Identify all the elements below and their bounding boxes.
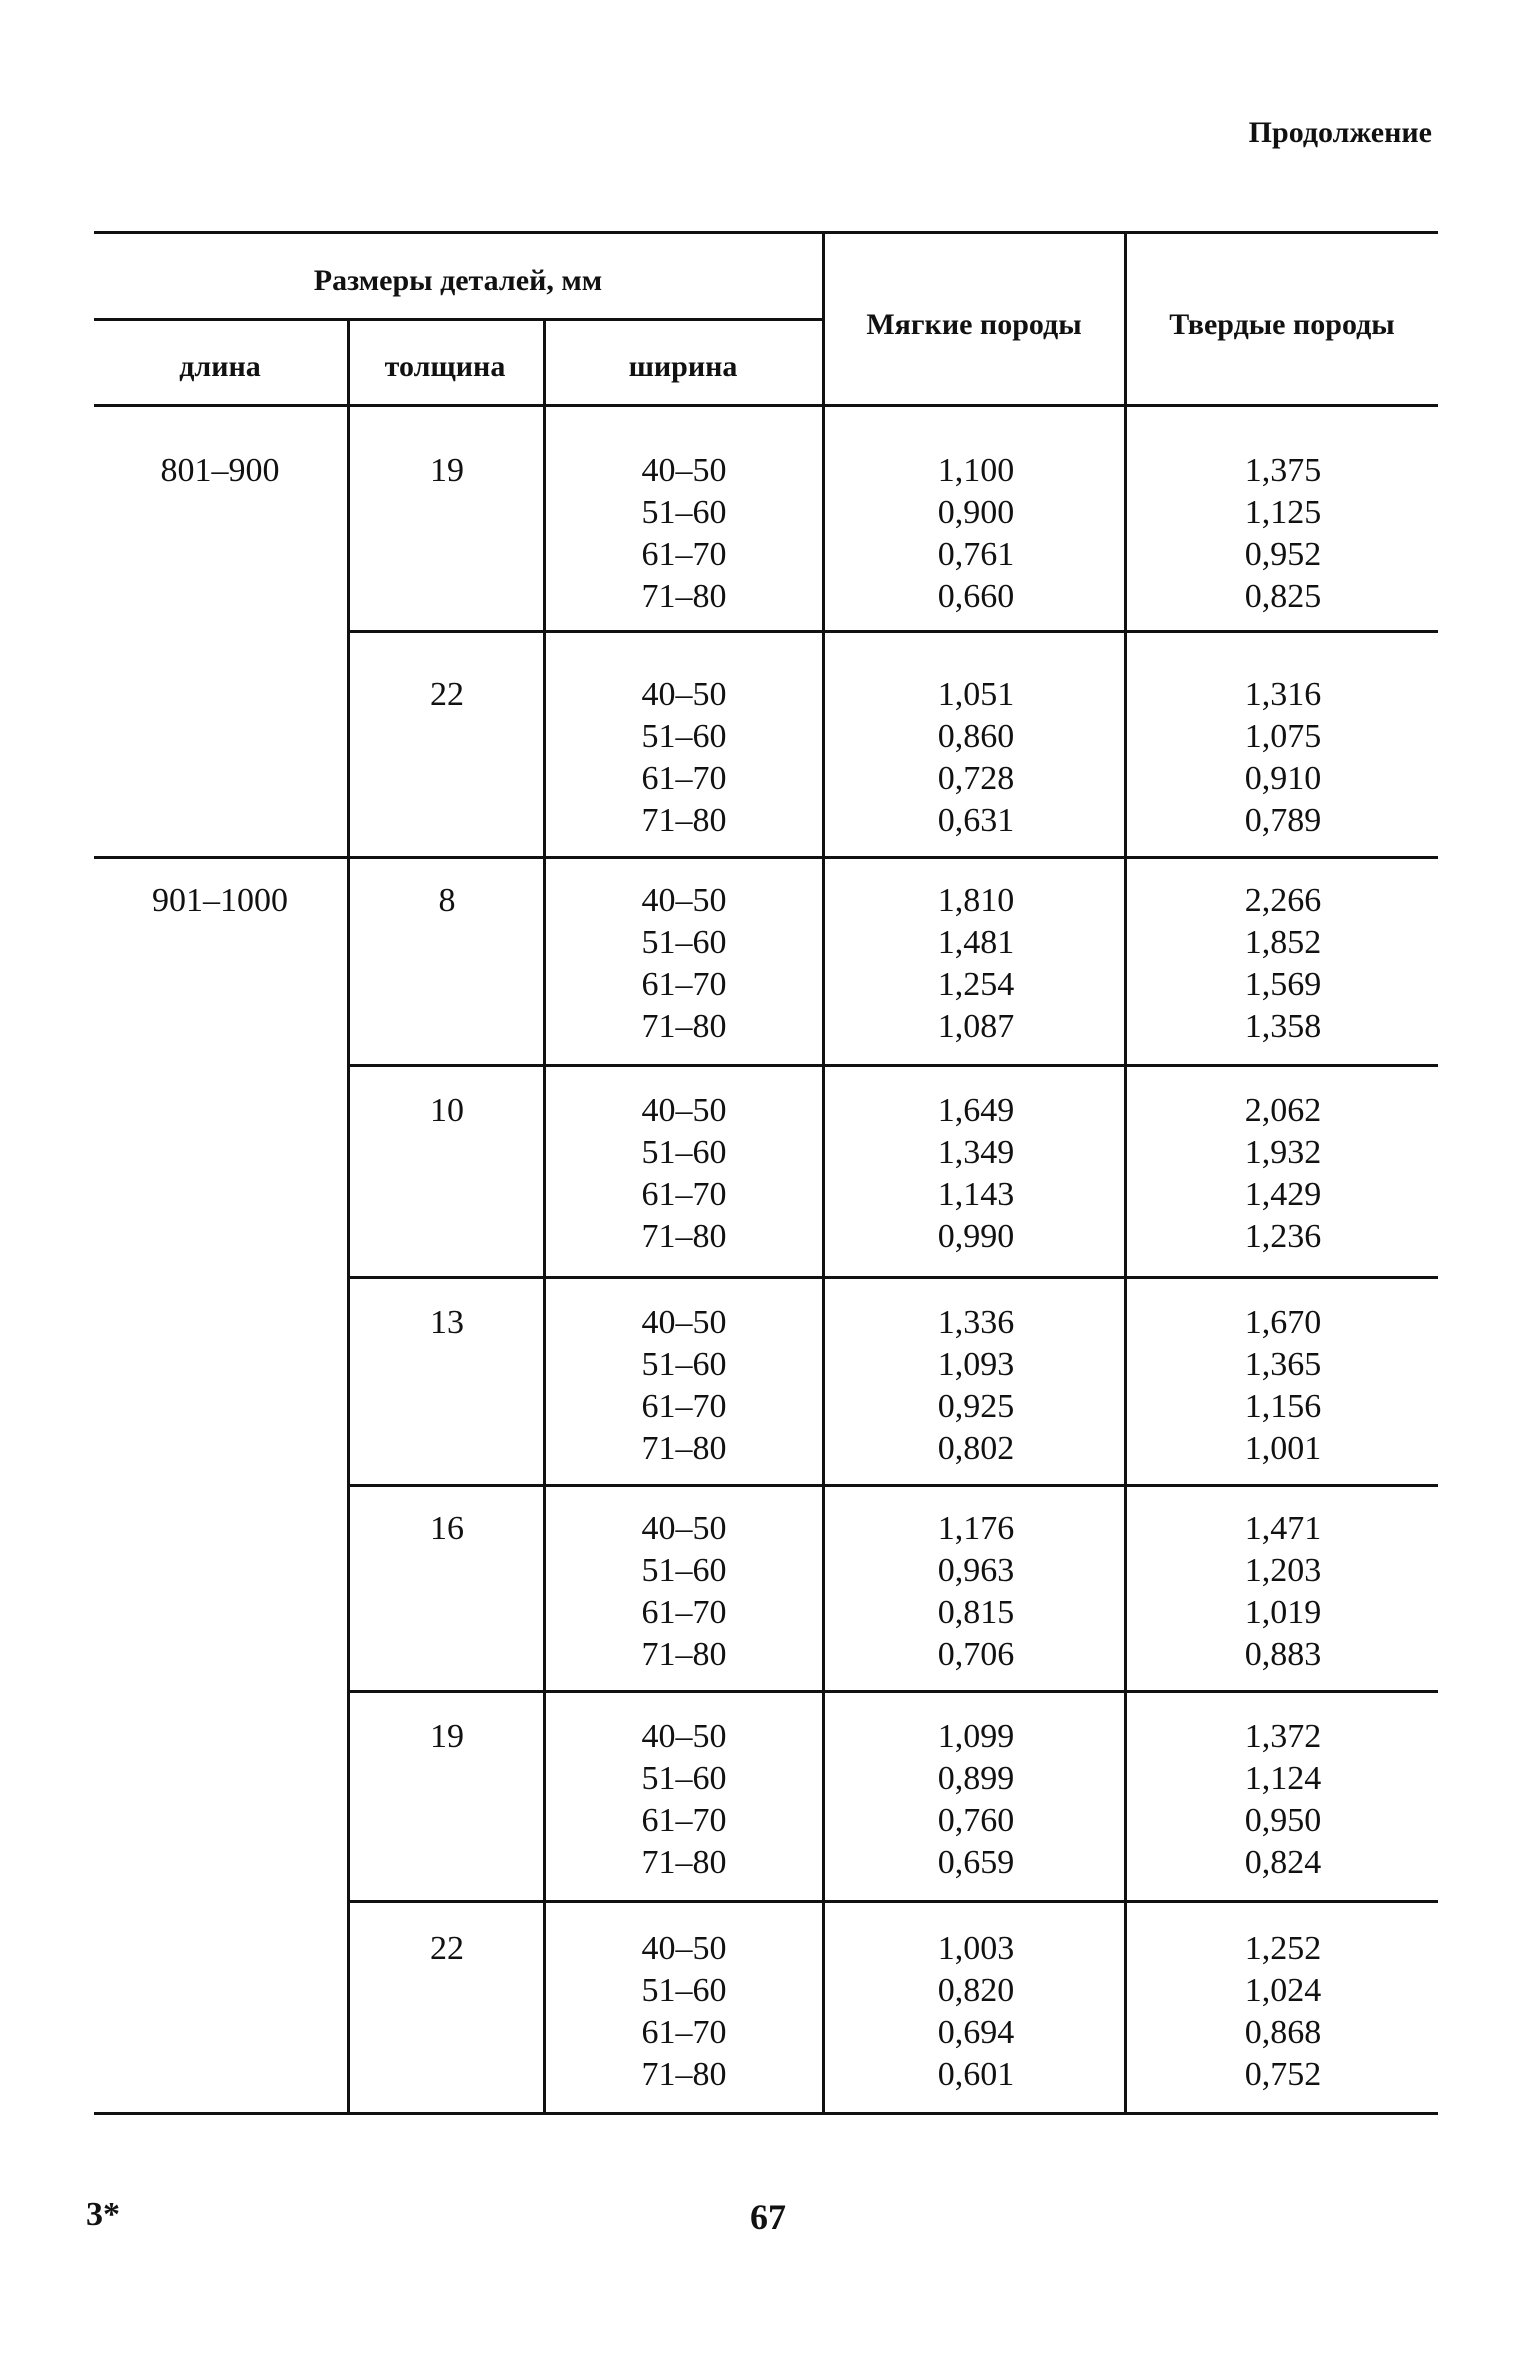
header-length: длина bbox=[179, 350, 261, 383]
soft-value-cell: 1,176 0,963 0,815 0,706 bbox=[937, 1510, 1015, 1673]
thickness-cell: 22 bbox=[430, 676, 464, 713]
hard-value-cell: 1,375 1,125 0,952 0,825 bbox=[1244, 452, 1322, 615]
width-range-cell: 40–50 51–60 61–70 71–80 bbox=[641, 1930, 727, 2093]
block-rule bbox=[347, 1690, 1438, 1693]
thickness-cell: 10 bbox=[430, 1092, 464, 1129]
hard-value-cell: 1,252 1,024 0,868 0,752 bbox=[1244, 1930, 1322, 2093]
thickness-cell: 19 bbox=[430, 1718, 464, 1755]
hard-value-cell: 2,062 1,932 1,429 1,236 bbox=[1244, 1092, 1322, 1255]
table-top-rule bbox=[94, 231, 1438, 234]
soft-value-cell: 1,649 1,349 1,143 0,990 bbox=[937, 1092, 1015, 1255]
soft-value-cell: 1,336 1,093 0,925 0,802 bbox=[937, 1304, 1015, 1467]
block-rule bbox=[347, 1276, 1438, 1279]
soft-value-cell: 1,051 0,860 0,728 0,631 bbox=[937, 676, 1015, 839]
header-mid-rule bbox=[94, 318, 822, 321]
header-soft: Мягкие породы bbox=[866, 308, 1082, 341]
soft-value-cell: 1,003 0,820 0,694 0,601 bbox=[937, 1930, 1015, 2093]
header-width: ширина bbox=[628, 350, 738, 383]
width-range-cell: 40–50 51–60 61–70 71–80 bbox=[641, 882, 727, 1045]
length-cell: 901–1000 bbox=[152, 882, 288, 919]
header-dimensions: Размеры деталей, мм bbox=[313, 264, 603, 297]
width-range-cell: 40–50 51–60 61–70 71–80 bbox=[641, 452, 727, 615]
block-rule bbox=[347, 1484, 1438, 1487]
thickness-cell: 13 bbox=[430, 1304, 464, 1341]
thickness-cell: 19 bbox=[430, 452, 464, 489]
hard-value-cell: 1,670 1,365 1,156 1,001 bbox=[1244, 1304, 1322, 1467]
block-rule bbox=[347, 1900, 1438, 1903]
hard-value-cell: 1,471 1,203 1,019 0,883 bbox=[1244, 1510, 1322, 1673]
width-range-cell: 40–50 51–60 61–70 71–80 bbox=[641, 1092, 727, 1255]
thickness-cell: 8 bbox=[438, 882, 456, 919]
table-bottom-rule bbox=[94, 2112, 1438, 2115]
soft-value-cell: 1,099 0,899 0,760 0,659 bbox=[937, 1718, 1015, 1881]
signature-mark: 3* bbox=[86, 2196, 120, 2233]
page-number: 67 bbox=[750, 2197, 786, 2237]
header-bottom-rule bbox=[94, 404, 1438, 407]
soft-value-cell: 1,100 0,900 0,761 0,660 bbox=[937, 452, 1015, 615]
continuation-label: Продолжение bbox=[1248, 116, 1432, 149]
length-group-rule bbox=[94, 856, 1438, 859]
soft-value-cell: 1,810 1,481 1,254 1,087 bbox=[937, 882, 1015, 1045]
hard-value-cell: 2,266 1,852 1,569 1,358 bbox=[1244, 882, 1322, 1045]
thickness-cell: 22 bbox=[430, 1930, 464, 1967]
header-thickness: толщина bbox=[384, 350, 506, 383]
thickness-cell: 16 bbox=[430, 1510, 464, 1547]
block-rule bbox=[347, 1064, 1438, 1067]
width-range-cell: 40–50 51–60 61–70 71–80 bbox=[641, 676, 727, 839]
width-range-cell: 40–50 51–60 61–70 71–80 bbox=[641, 1304, 727, 1467]
length-cell: 801–900 bbox=[160, 452, 280, 489]
header-hard: Твердые породы bbox=[1169, 308, 1395, 341]
hard-value-cell: 1,372 1,124 0,950 0,824 bbox=[1244, 1718, 1322, 1881]
vrule-width bbox=[822, 231, 825, 2114]
hard-value-cell: 1,316 1,075 0,910 0,789 bbox=[1244, 676, 1322, 839]
width-range-cell: 40–50 51–60 61–70 71–80 bbox=[641, 1718, 727, 1881]
block-rule bbox=[347, 630, 1438, 633]
vrule-length bbox=[347, 318, 350, 2114]
width-range-cell: 40–50 51–60 61–70 71–80 bbox=[641, 1510, 727, 1673]
